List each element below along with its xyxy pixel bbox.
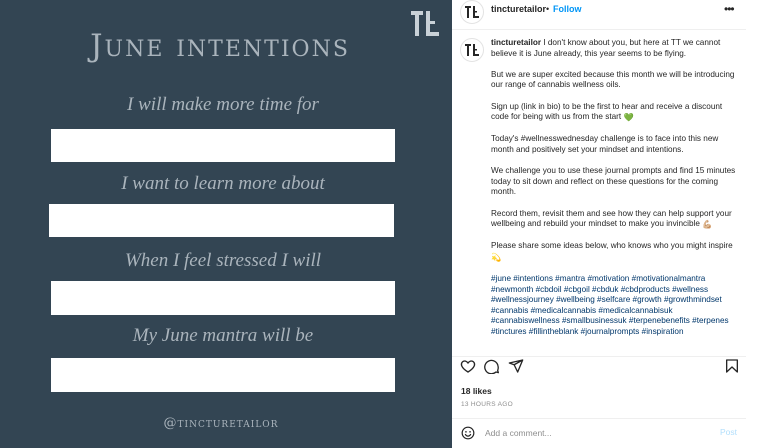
comment-input[interactable]	[485, 425, 705, 441]
bookmark-icon[interactable]	[724, 358, 740, 374]
caption-paragraph-5: We challenge you to use these journal prompts and find 15 minutes today to sit down and reflect on these questions for the coming month.	[491, 166, 736, 197]
more-horizontal-icon[interactable]: •••	[724, 2, 734, 16]
answer-box-4	[51, 358, 395, 392]
avatar[interactable]	[460, 0, 484, 24]
caption-divider	[452, 356, 746, 357]
prompt-4: My June mantra will be	[132, 325, 314, 346]
follow-button[interactable]: Follow	[553, 4, 582, 14]
caption-paragraph-3	[491, 102, 741, 124]
prompt-2: I want to learn more about	[121, 173, 325, 194]
likes-count[interactable]: 18 likes	[461, 386, 492, 396]
caption-text-6: Record them, revisit them and see how they can help support your wellbeing and rebuild your mindset to make you invincible	[491, 208, 732, 229]
tt-monogram-icon	[465, 44, 479, 56]
caption-username[interactable]: tincturetailor	[491, 38, 542, 47]
comment-icon[interactable]	[484, 358, 500, 374]
answer-box-1	[51, 129, 395, 162]
post-side-panel	[452, 0, 768, 448]
heart-icon[interactable]	[460, 358, 476, 374]
image-handle: @tincturetailor	[163, 416, 279, 431]
smiley-icon[interactable]	[461, 426, 475, 440]
green-heart-emoji: 💚	[623, 113, 634, 123]
image-title: June intentions	[90, 28, 350, 64]
post-timestamp[interactable]: 13 HOURS AGO	[461, 401, 514, 408]
caption-text-3: Sign up (link in bio) to be the first to hear and receive a discount code for being with us from the start	[491, 101, 723, 122]
prompt-3: When I feel stressed I will	[124, 250, 322, 271]
header-separator: •	[546, 4, 550, 14]
caption-avatar[interactable]	[460, 38, 484, 62]
answer-box-3	[51, 281, 395, 315]
caption	[491, 38, 741, 356]
post-comment-button[interactable]: Post	[720, 427, 738, 437]
prompt-1: I will make more time for	[127, 94, 319, 115]
caption-hashtags[interactable]: #june #intentions #mantra #motivation #motivationalmantra #newmonth #cbdoil #cbgoil #cbduk #cbdproducts #wellness #wellnessjourney #wellbeing #selfcare #growth #growthmindset #cannabis #medicalcannabis #medicalcannabisuk #cannabiswellness #smallbusinessuk #terpenebenefits #terpenes #tinctures #fillintheblank #journalprompts #inspiration	[491, 274, 729, 337]
action-bar	[452, 358, 746, 378]
caption-paragraph-2: But we are super excited because this month we will be introducing our range of cannabis wellness oils.	[491, 69, 735, 90]
caption-paragraph-6	[491, 209, 741, 231]
paper-plane-icon[interactable]	[508, 358, 524, 374]
caption-paragraph-1	[491, 38, 741, 59]
header-divider	[452, 29, 746, 30]
tt-monogram-icon	[465, 6, 479, 18]
header-username[interactable]: tincturetailor	[491, 4, 547, 14]
caption-paragraph-4: Today's #wellnesswednesday challenge is to face into this new month and positively set your mindset and intentions.	[491, 134, 719, 154]
caption-paragraph-7	[491, 241, 741, 263]
caption-text-1: I don't know about you, but here at TT we cannot believe it is June already, this year seems to be flying.	[491, 38, 721, 58]
flexed-biceps-emoji: 💪🏼	[702, 220, 713, 230]
answer-box-2	[49, 204, 394, 237]
comment-row	[452, 419, 746, 448]
dizzy-emoji: 💫	[491, 252, 502, 262]
caption-text-7: Please share some ideas below, who knows who you might inspire	[491, 241, 733, 251]
